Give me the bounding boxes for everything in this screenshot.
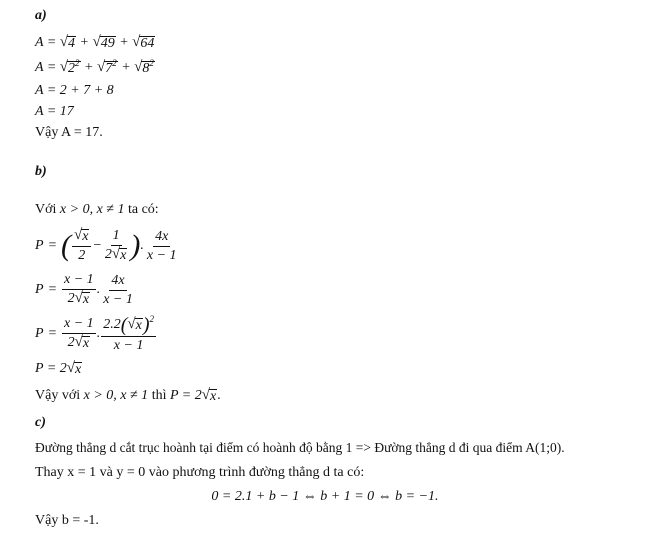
part-b-line-2: P = x − 1 2 √ x . $\frac{4x}{x - 1}$ bbox=[35, 272, 133, 307]
part-c-text-1: Đường thẳng d cắt trục hoành tại điểm có hoành độ bằng 1 => Đường thẳng d đi qua điểm A(1;0). bbox=[35, 440, 565, 455]
part-b-line-1: P = ( √ x 2 − 1 2 √ x ) . $\frac{4x}{x - 1}$ bbox=[35, 227, 177, 264]
part-a-line-4: A = 17 bbox=[35, 104, 74, 119]
sqrt-64: √ 64 bbox=[132, 34, 155, 51]
part-a-line-2: A = √ $2^2$ + √ $7^2$ + √ $8^2$ bbox=[35, 58, 154, 76]
sqrt-7-squared: √ $7^2$ bbox=[96, 58, 117, 76]
part-b-line-3: P = x − 1 2 √ x . 2.2( √ x )$^2$ x − 1 bbox=[35, 313, 154, 353]
sqrt-8-squared: √ $8^2$ bbox=[134, 58, 154, 76]
sqrt-2-squared: √ $2^2$ bbox=[59, 58, 80, 76]
sqrt-49: √ 49 bbox=[92, 34, 115, 51]
sqrt-4: √ 4 bbox=[59, 34, 75, 51]
fraction-x-minus-1-over-2sqrtx-b: x − 1 2 √ x bbox=[64, 316, 94, 351]
part-c-label: c) bbox=[35, 415, 46, 430]
fraction-2-2-sqrtx-squared-over-x-minus-1: 2.2( √ x )$^2$ x − 1 bbox=[103, 313, 154, 353]
part-c-equation: 0 = 2.1 + b − 1 ⇔ b + 1 = 0 ⇔ b = −1. bbox=[211, 489, 439, 504]
part-b-label: b) bbox=[35, 164, 47, 179]
part-a-line-1: A = √ 4 + √ 49 + √ 64 bbox=[35, 34, 155, 51]
part-c-text-2: Thay x = 1 và y = 0 vào phương trình đường thẳng d ta có: bbox=[35, 465, 365, 480]
part-a-label: a) bbox=[35, 8, 47, 23]
fraction-4x-over-x-minus-1-b: $\frac{4x}{x - 1}$ bbox=[103, 273, 133, 307]
part-c-conclusion: Vậy b = -1. bbox=[35, 513, 99, 528]
part-a-conclusion: Vậy A = 17. bbox=[35, 125, 103, 140]
fraction-4x-over-x-minus-1: $\frac{4x}{x - 1}$ bbox=[146, 229, 177, 263]
fraction-1-over-2sqrtx: 1 2 √ x bbox=[104, 228, 127, 263]
fraction-x-minus-1-over-2sqrtx: x − 1 2 √ x bbox=[64, 272, 94, 307]
part-b-line-4: P = 2 √ x bbox=[35, 360, 82, 377]
part-a-line-3: A = 2 + 7 + 8 bbox=[35, 83, 114, 98]
part-b-conclusion: Vậy với x > 0, x ≠ 1 thì P = 2 √ x . bbox=[35, 387, 221, 404]
part-b-condition: Với x > 0, x ≠ 1 ta có: bbox=[35, 202, 159, 217]
fraction-sqrtx-over-2: √ x 2 bbox=[72, 228, 91, 263]
